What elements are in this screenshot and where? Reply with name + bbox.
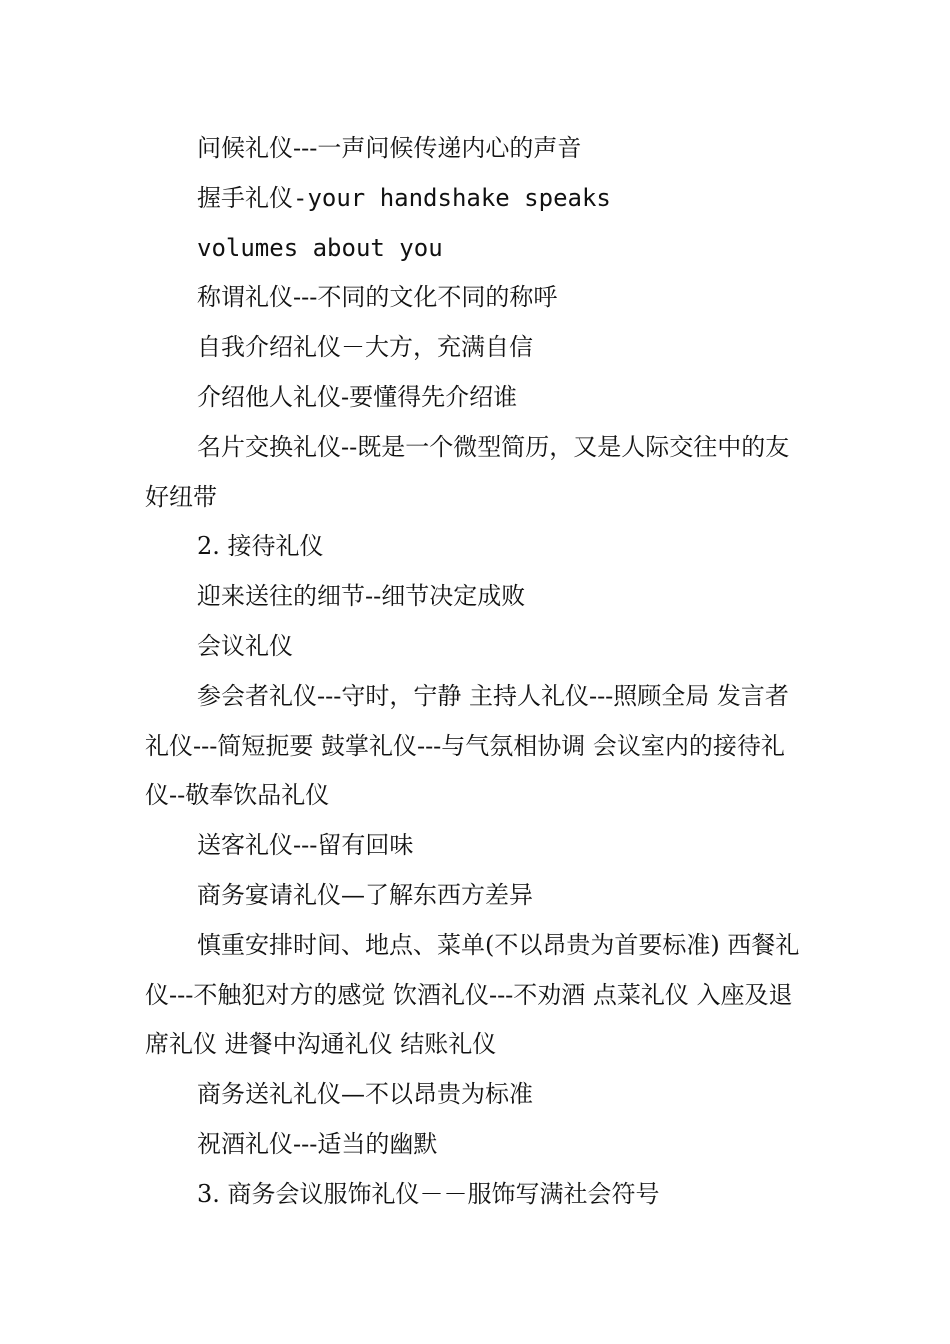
paragraph-meeting-etiquette: 会议礼仪 xyxy=(197,631,293,660)
paragraph-self-introduction: 自我介绍礼仪－大方，充满自信 xyxy=(197,333,533,362)
paragraph-business-card-exchange: 名片交换礼仪--既是一个微型简历，又是人际交往中的友好纽带 xyxy=(145,432,790,511)
paragraph-toast-etiquette: 祝酒礼仪---适当的幽默 xyxy=(197,1129,438,1158)
paragraph-reception-details: 迎来送往的细节--细节决定成败 xyxy=(197,582,526,611)
section-heading-attire: 3. 商务会议服饰礼仪－－服饰写满社会符号 xyxy=(197,1179,660,1208)
paragraph-greeting-etiquette: 问候礼仪---一声问候传递内心的声音 xyxy=(197,134,582,162)
paragraph-handshake-etiquette: 握手礼仪-your handshake speaks xyxy=(197,183,611,212)
paragraph-dining-details: 慎重安排时间、地点、菜单(不以昂贵为首要标准) 西餐礼仪---不触犯对方的感觉 饮酒礼仪---不劝酒 点菜礼仪 入座及退席礼仪 进餐中沟通礼仪 结账礼仪 xyxy=(145,930,800,1059)
paragraph-banquet-etiquette: 商务宴请礼仪—了解东西方差异 xyxy=(197,880,533,909)
document-body xyxy=(145,124,810,1220)
paragraph-introducing-others: 介绍他人礼仪-要懂得先介绍谁 xyxy=(197,382,518,411)
paragraph-gift-etiquette: 商务送礼礼仪—不以昂贵为标准 xyxy=(197,1080,533,1109)
paragraph-meeting-roles: 参会者礼仪---守时，宁静 主持人礼仪---照顾全局 发言者礼仪---简短扼要 鼓掌礼仪---与气氛相协调 会议室内的接待礼仪--敬奉饮品礼仪 xyxy=(145,681,789,810)
paragraph-seeing-off-guests: 送客礼仪---留有回味 xyxy=(197,831,414,860)
paragraph-handshake-continued: volumes about you xyxy=(197,233,443,262)
section-heading-reception: 2. 接待礼仪 xyxy=(197,532,324,561)
paragraph-address-etiquette: 称谓礼仪---不同的文化不同的称呼 xyxy=(197,283,558,312)
